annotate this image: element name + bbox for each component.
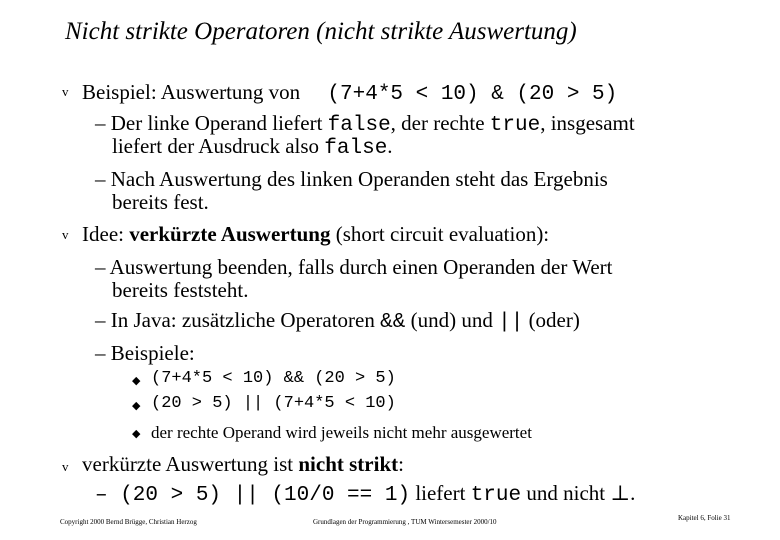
text-part: (und) und <box>405 308 499 332</box>
sub-point-nach-cont: bereits fest. <box>112 190 209 214</box>
text-part: (short circuit evaluation): <box>330 222 550 246</box>
text-part: Idee: <box>82 222 130 246</box>
code-and: && <box>380 311 406 334</box>
bullet-idee <box>82 222 549 247</box>
text-part: verkürzte Auswertung ist <box>82 452 299 476</box>
footer-copyright: Copyright 2000 Bernd Brügge, Christian Herzog <box>60 518 197 526</box>
checkmark-bullet-icon: v <box>62 227 69 242</box>
checkmark-bullet-icon: v <box>62 84 69 99</box>
sub-point-liefert-true <box>95 481 635 507</box>
text-part: (oder) <box>523 308 580 332</box>
text-part: – In Java: zusätzliche Operatoren <box>95 308 381 332</box>
code-expression: – (20 > 5) || (10/0 == 1) <box>95 484 411 507</box>
text-part: , insgesamt <box>540 111 635 135</box>
text-part: . <box>387 134 393 158</box>
code-false: false <box>324 137 388 160</box>
checkmark-bullet-icon: v <box>62 459 69 474</box>
sub-point-beispiele: – Beispiele: <box>95 341 195 365</box>
text-part: liefert der Ausdruck also <box>112 134 325 158</box>
code-false: false <box>327 114 391 137</box>
text-part: : <box>398 452 404 476</box>
text-part: und nicht ⊥. <box>521 481 636 505</box>
text-part: , der rechte <box>390 111 490 135</box>
code-or: || <box>498 311 524 334</box>
sub-point-nach: – Nach Auswertung des linken Operanden steht das Ergebnis <box>95 167 608 191</box>
bold-term: nicht strikt <box>298 452 399 476</box>
sub-point-java <box>95 308 580 334</box>
example-and: (7+4*5 < 10) && (20 > 5) <box>151 369 396 388</box>
sub-point-result-cont <box>112 134 393 160</box>
bold-term: verkürzte Auswertung <box>129 222 331 246</box>
sub-point-auswertung: – Auswertung beenden, falls durch einen Operanden der Wert <box>95 255 613 279</box>
slide-title: Nicht strikte Operatoren (nicht strikte Auswertung) <box>65 18 577 45</box>
bullet-beispiel <box>82 80 617 106</box>
text-part: liefert <box>410 481 471 505</box>
diamond-bullet-icon: ◆ <box>132 375 141 387</box>
code-true: true <box>470 484 522 507</box>
example-or: (20 > 5) || (7+4*5 < 10) <box>151 394 396 413</box>
sub-point-auswertung-cont: bereits feststeht. <box>112 278 249 302</box>
footer-page: Kapitel 6, Folie 31 <box>678 514 731 522</box>
diamond-bullet-icon: ◆ <box>132 400 141 412</box>
footer-course: Grundlagen der Programmierung , TUM Wintersemester 2000/10 <box>313 518 497 526</box>
text-part: – Der linke Operand liefert <box>95 111 328 135</box>
bullet-text: Beispiel: Auswertung von <box>82 80 301 104</box>
code-true: true <box>489 114 541 137</box>
example-note: der rechte Operand wird jeweils nicht mehr ausgewertet <box>151 423 532 442</box>
bullet-nicht-strikt <box>82 452 404 477</box>
code-expression: (7+4*5 < 10) & (20 > 5) <box>327 83 618 106</box>
diamond-bullet-icon: ◆ <box>132 428 141 440</box>
